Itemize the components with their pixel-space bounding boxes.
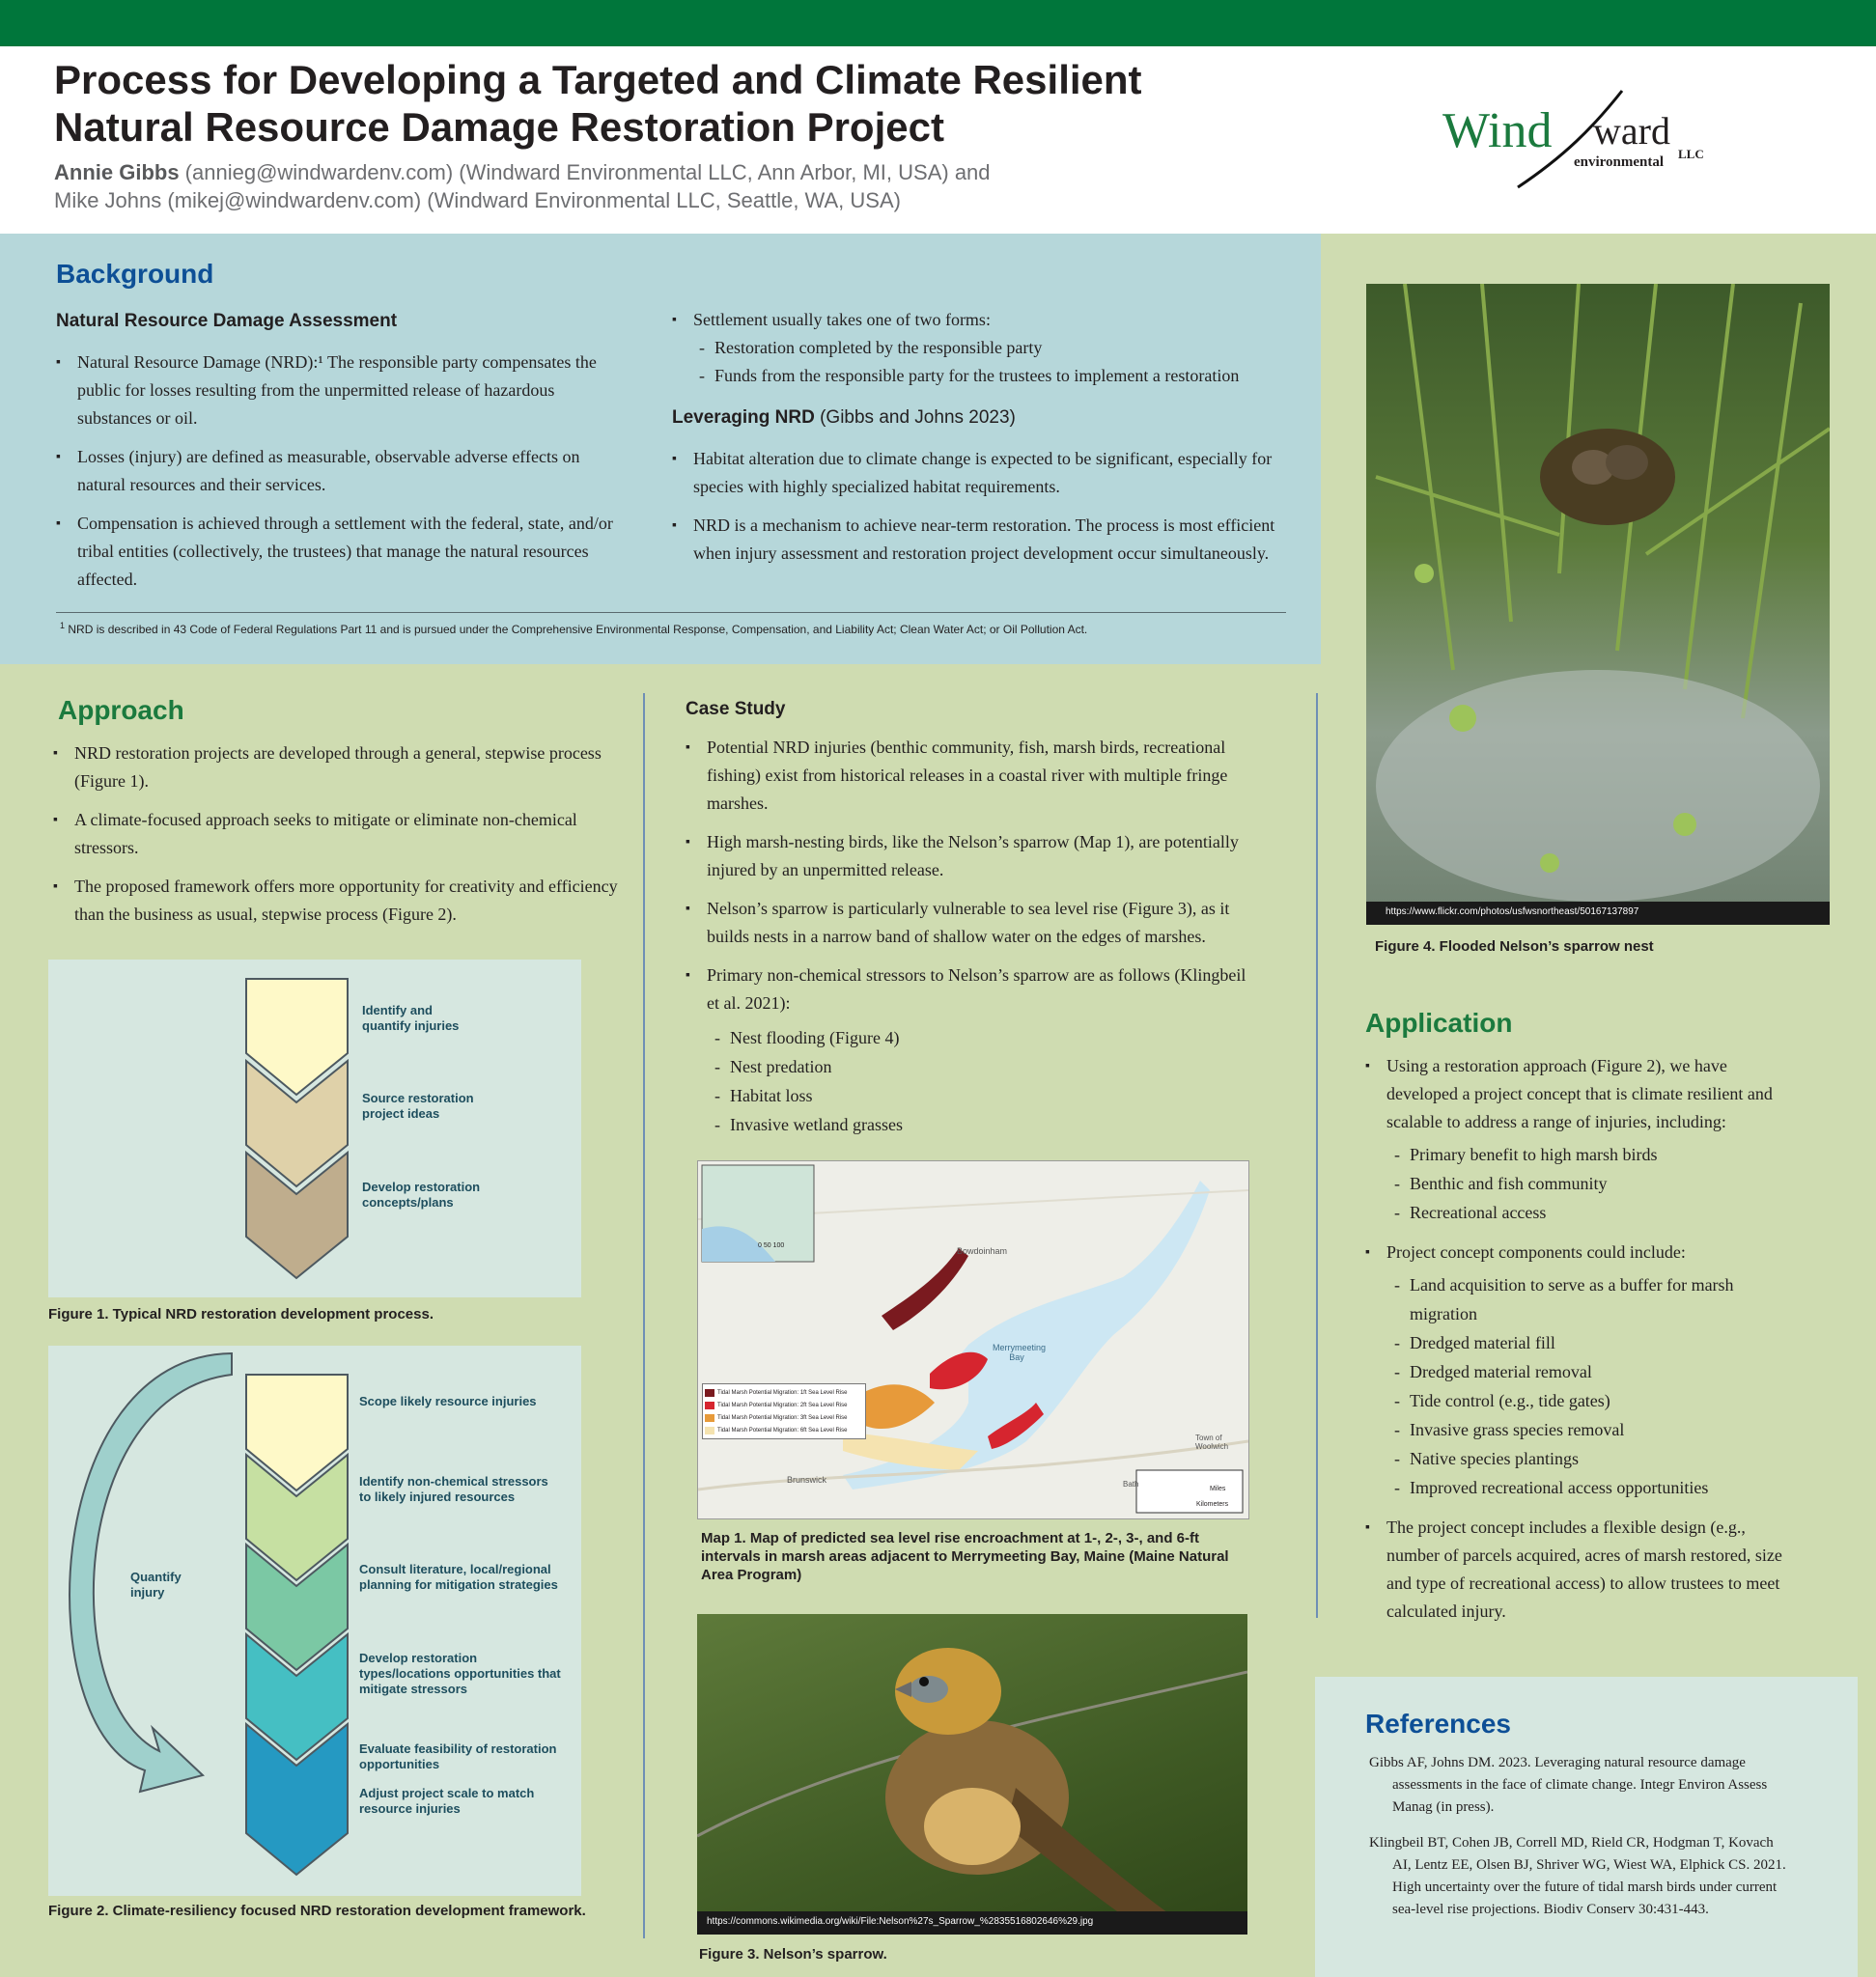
author-1-name: Annie Gibbs [54,160,180,184]
stressor-item: - Invasive wetland grasses [714,1110,1255,1139]
list-item: ▪ Natural Resource Damage (NRD):¹ The responsible party compensates the public for losses resulting from the unpermitted release of hazardous substances or oil. [56,348,616,432]
list-item: ▪ Habitat alteration due to climate change is expected to be significant, especially for species with highly specialized habitat requirements. [672,445,1290,501]
legend-item [705,1399,863,1411]
leveraging-list [672,445,1290,578]
top-banner [0,0,1876,46]
background-heading: Background [56,259,214,289]
legend-item [705,1386,863,1399]
sub-item: - Primary benefit to high marsh birds [1394,1140,1790,1169]
legend-item [705,1424,863,1436]
list-item: ▪ Losses (injury) are defined as measurable, observable adverse effects on natural resources and their services. [56,443,616,499]
figure-3-caption: Figure 3. Nelson’s sparrow. [699,1946,887,1963]
footnote-text: NRD is described in 43 Code of Federal Regulations Part 11 and is pursued under the Comprehensive Environmental Response, Compensation, and Liability Act; Clean Water Act; or Oil Pollution Act. [68,623,1088,636]
sub-item: - Land acquisition to serve as a buffer for marsh migration [1394,1270,1790,1328]
references-list [1369,1752,1794,1935]
figure-1-step-label: Identify and quantify injuries [362,1003,460,1033]
place-bowdoinham: Bowdoinham [957,1246,1008,1256]
legend-swatch [705,1402,714,1409]
settlement-form: - Funds from the responsible party for the trustees to implement a restoration [699,362,1290,390]
stressor-item: - Habitat loss [714,1081,1255,1110]
list-item: ▪ Potential NRD injuries (benthic community, fish, marsh birds, recreational fishing) exist from historical releases in a coastal river with multiple fringe marshes. [686,734,1255,818]
scale-miles: Miles [1210,1486,1226,1492]
list-item: ▪ Using a restoration approach (Figure 2), we have developed a project concept that is climate resilient and scalable to address a range of injuries, including: [1365,1052,1790,1136]
legend-swatch [705,1414,714,1422]
figure-2-step-label: Develop restoration types/locations opportunities that mitigate stressors [359,1651,561,1696]
settlement-form: - Restoration completed by the responsible party [699,334,1290,362]
case-study-heading: Case Study [686,699,786,719]
background-right-list [672,306,1290,390]
title-line-1: Process for Developing a Targeted and Climate Resilient [54,57,1142,102]
figure-2-step-label: Consult literature, local/regional planning for mitigation strategies [359,1562,558,1592]
legend-label: Tidal Marsh Potential Migration: 6ft Sea Level Rise [717,1427,848,1434]
figure-4-photo [1366,284,1830,925]
list-item: ▪ The project concept includes a flexible design (e.g., number of parcels acquired, acres of marsh restored, size and type of recreational access) to allow trustees to meet calculated injury. [1365,1514,1790,1626]
figure-3-url: https://commons.wikimedia.org/wiki/File:Nelson%27s_Sparrow_%2835516802646%29.jpg [707,1916,1094,1927]
list-item: ▪ The proposed framework offers more opportunity for creativity and efficiency than the business as usual, stepwise process (Figure 2). [53,873,618,929]
application-list [1365,1052,1790,1636]
case-study-list [686,734,1255,1139]
figure-4-url: https://www.flickr.com/photos/usfwsnortheast/50167137897 [1386,906,1639,917]
sub-item: - Tide control (e.g., tide gates) [1394,1386,1790,1415]
figure-1-chevrons [48,960,581,1297]
legend-swatch [705,1389,714,1397]
list-item: ▪ NRD is a mechanism to achieve near-term restoration. The process is most efficient when injury assessment and restoration project development occur simultaneously. [672,512,1290,568]
map-1 [697,1160,1249,1519]
legend-item [705,1411,863,1424]
figure-2-step-label: Identify non-chemical stressors to likely injured resources [359,1474,548,1504]
leveraging-title: Leveraging NRD [672,407,815,428]
nrda-subheading: Natural Resource Damage Assessment [56,311,398,331]
place-merrymeeting-bay: Merrymeeting Bay [993,1343,1047,1362]
logo-text-environmental: environmental [1574,154,1665,170]
list-item: ▪ Compensation is achieved through a settlement with the federal, state, and/or tribal entities (collectively, the trustees) that manage the natural resources affected. [56,510,616,594]
sparrow-image [697,1614,1247,1935]
logo-text-wind: Wind [1442,103,1553,158]
sub-item: - Dredged material removal [1394,1357,1790,1386]
footnote [60,618,1296,637]
stressor-item: - Nest flooding (Figure 4) [714,1023,1255,1052]
windward-logo [1439,89,1728,195]
application-heading: Application [1365,1008,1513,1038]
sub-item: - Benthic and fish community [1394,1169,1790,1198]
list-item: ▪ NRD restoration projects are developed through a general, stepwise process (Figure 1). [53,739,618,795]
title-line-2: Natural Resource Damage Restoration Project [54,104,944,150]
sub-item: - Dredged material fill [1394,1328,1790,1357]
authors [54,158,1309,214]
place-bath: Bath [1123,1480,1139,1489]
scale-kilometers: Kilometers [1196,1501,1229,1508]
figure-2-loop-label: Quantify injury [130,1570,182,1600]
sub-item: - Improved recreational access opportunities [1394,1473,1790,1502]
reference-item: Klingbeil BT, Cohen JB, Correll MD, Rield CR, Hodgman T, Kovach AI, Lentz EE, Olsen BJ, Shriver WG, Wiest WA, Elphick CS. 2021. High uncertainty over the future of tidal marsh birds under current sea-level rise projections. Biodiv Conserv 30:431-443. [1369,1835,1786,1917]
figure-2 [48,1346,581,1896]
figure-2-step-label: Adjust project scale to match resource injuries [359,1786,535,1816]
sub-item: - Invasive grass species removal [1394,1415,1790,1444]
legend-label: Tidal Marsh Potential Migration: 1ft Sea Level Rise [717,1389,848,1396]
nest-image [1366,284,1830,925]
footnote-divider [56,612,1286,613]
reference-item: Gibbs AF, Johns DM. 2023. Leveraging natural resource damage assessments in the face of climate change. Integr Environ Assess Manag (in press). [1369,1755,1768,1815]
approach-heading: Approach [58,695,184,725]
poster-title [54,56,1309,151]
background-left-list [56,348,616,604]
list-item: ▪ Project concept components could include: [1365,1239,1790,1267]
footnote-mark: 1 [60,621,66,630]
author-2: Mike Johns (mikej@windwardenv.com) (Windward Environmental LLC, Seattle, WA, USA) [54,188,901,212]
leveraging-cite: (Gibbs and Johns 2023) [814,407,1016,428]
leveraging-subheading [672,407,1016,429]
list-item: ▪ High marsh-nesting birds, like the Nelson’s sparrow (Map 1), are potentially injured by an unpermitted release. [686,828,1255,884]
figure-1-caption: Figure 1. Typical NRD restoration development process. [48,1306,434,1323]
figure-2-step-label: Scope likely resource injuries [359,1394,537,1408]
legend-label: Tidal Marsh Potential Migration: 3ft Sea Level Rise [717,1414,848,1421]
figure-1 [48,960,581,1297]
map-legend [702,1383,866,1439]
place-woolwich: Town of Woolwich [1195,1434,1229,1451]
figure-2-step-label: Evaluate feasibility of restoration opportunities [359,1741,557,1771]
place-brunswick: Brunswick [787,1475,827,1485]
list-item: ▪ Settlement usually takes one of two forms: [672,306,1290,334]
map-1-caption: Map 1. Map of predicted sea level rise encroachment at 1-, 2-, 3-, and 6-ft intervals in marsh areas adjacent to Merrymeeting Bay, Maine (Maine Natural Area Program) [701,1530,1229,1583]
figure-3-photo [697,1614,1247,1935]
list-item: ▪ Primary non-chemical stressors to Nelson’s sparrow are as follows (Klingbeil et al. 2021): [686,961,1255,1017]
legend-label: Tidal Marsh Potential Migration: 2ft Sea Level Rise [717,1402,848,1408]
references-heading: References [1365,1709,1511,1739]
inset-scale: 0 50 100 [758,1242,785,1249]
logo-text-llc: LLC [1678,147,1704,161]
column-divider-2 [1316,693,1318,1618]
logo-text-ward: ward [1593,109,1670,153]
stressor-item: - Nest predation [714,1052,1255,1081]
figure-4-caption: Figure 4. Flooded Nelson’s sparrow nest [1375,938,1654,955]
list-item: ▪ A climate-focused approach seeks to mitigate or eliminate non-chemical stressors. [53,806,618,862]
figure-1-step-label: Source restoration project ideas [362,1091,474,1121]
list-item: ▪ Nelson’s sparrow is particularly vulnerable to sea level rise (Figure 3), as it builds nests in a narrow band of shallow water on the edges of marshes. [686,895,1255,951]
author-1-info: (annieg@windwardenv.com) (Windward Environmental LLC, Ann Arbor, MI, USA) and [179,160,991,184]
figure-2-caption: Figure 2. Climate-resiliency focused NRD restoration development framework. [48,1903,586,1919]
sub-item: - Native species plantings [1394,1444,1790,1473]
approach-list [53,739,618,939]
figure-1-step-label: Develop restoration concepts/plans [362,1180,481,1210]
map-1-graphic [698,1161,1248,1518]
legend-swatch [705,1427,714,1434]
sub-item: - Recreational access [1394,1198,1790,1227]
column-divider-1 [643,693,645,1938]
